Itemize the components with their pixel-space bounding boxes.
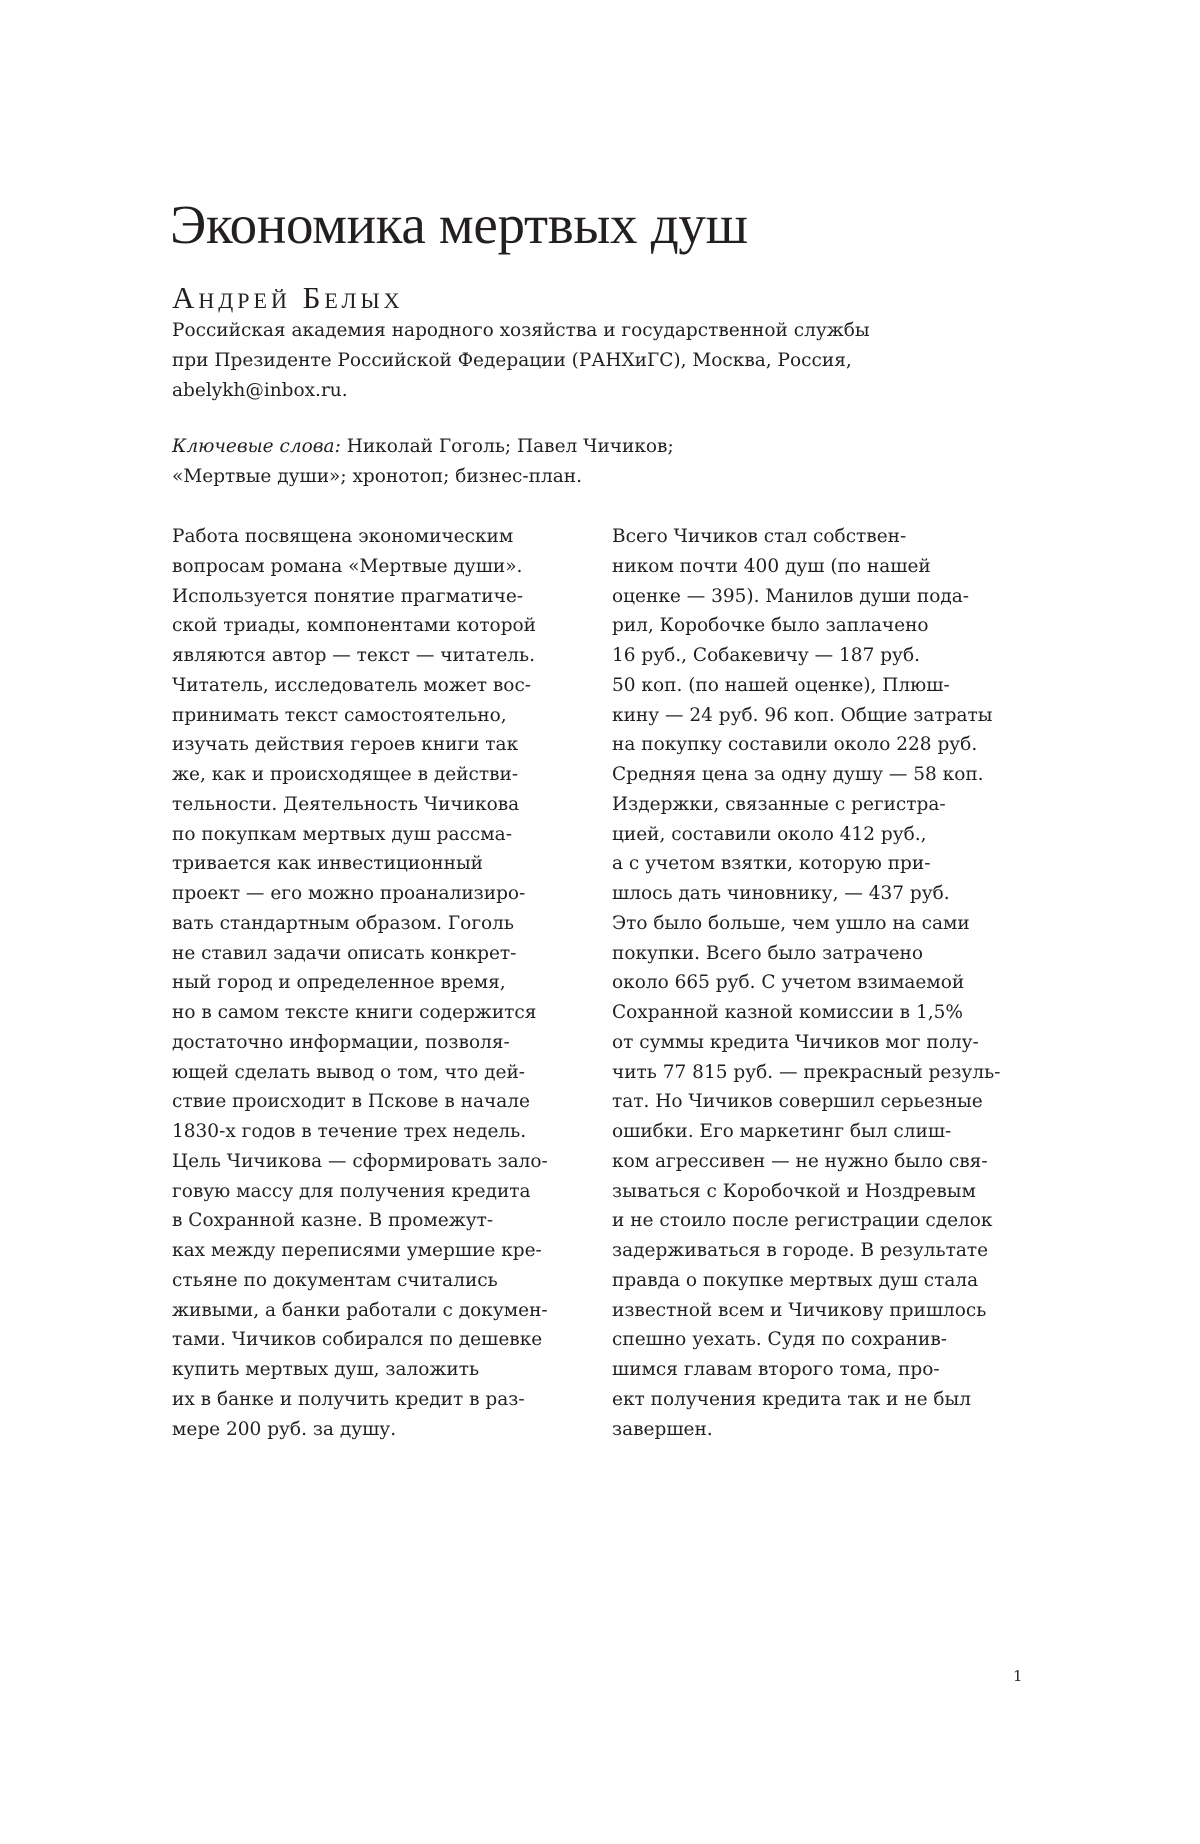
author-email: abelykh@inbox.ru.	[172, 380, 348, 401]
abstract-line: говую массу для получения кредита	[172, 1180, 531, 1202]
abstract-line: ошибки. Его маркетинг был слиш-	[612, 1121, 952, 1142]
abstract-line: зываться с Коробочкой и Ноздревым	[612, 1180, 976, 1202]
abstract-line: Это было больше, чем ушло на сами	[612, 912, 970, 934]
abstract-line: цией, составили около 412 руб.,	[612, 823, 927, 845]
abstract-line: ный город и определенное время,	[172, 972, 506, 994]
abstract-line: по покупкам мертвых душ рассма-	[172, 823, 512, 845]
abstract-line: тривается как инвестиционный	[172, 853, 484, 875]
abstract-line: же, как и происходящее в действи-	[172, 764, 519, 785]
abstract-line: в Сохранной казне. В промежут-	[172, 1210, 494, 1232]
abstract-line: 1830-х годов в течение трех недель.	[172, 1121, 527, 1142]
abstract-line: ках между переписями умершие кре-	[172, 1240, 542, 1261]
abstract-line: вопросам романа «Мертвые души».	[172, 555, 523, 577]
affiliation-line: Российская академия народного хозяйства и государственной службы	[172, 320, 870, 341]
abstract-line: шлось дать чиновнику, — 437 руб.	[612, 883, 950, 904]
abstract-line: ком агрессивен — не нужно было свя-	[612, 1150, 988, 1172]
abstract-line: рил, Коробочке было заплачено	[612, 615, 929, 637]
abstract-line: от суммы кредита Чичиков мог полу-	[612, 1031, 979, 1053]
abstract-line: шимся главам второго тома, про-	[612, 1359, 940, 1380]
keywords-label: Ключевые слова:	[172, 436, 341, 457]
abstract-line: и не стоило после регистрации сделок	[612, 1210, 993, 1232]
abstract-line: ствие происходит в Пскове в начале	[172, 1091, 530, 1113]
author-name: Андрей Белых	[172, 280, 404, 315]
abstract-line: тат. Но Чичиков совершил серьезные	[612, 1091, 983, 1113]
keywords-line: «Мертвые души»; хронотоп; бизнес-план.	[172, 466, 582, 487]
abstract-line: Цель Чичикова — сформировать зало-	[172, 1150, 548, 1172]
abstract-line: спешно уехать. Судя по сохранив-	[612, 1329, 948, 1351]
abstract-line: правда о покупке мертвых душ стала	[612, 1269, 979, 1291]
abstract-line: не ставил задачи описать конкрет-	[172, 942, 517, 964]
abstract-line: ской триады, компонентами которой	[172, 615, 537, 637]
abstract-line: Используется понятие прагматиче-	[172, 585, 524, 607]
abstract-left-column	[172, 522, 572, 1444]
abstract-line: ект получения кредита так и не был	[612, 1388, 972, 1410]
abstract-line: около 665 руб. С учетом взимаемой	[612, 972, 965, 994]
abstract-line: Издержки, связанные с регистра-	[612, 793, 946, 815]
abstract-line: кину — 24 руб. 96 коп. Общие затраты	[612, 704, 993, 726]
abstract-line: оценке — 395). Манилов души пода-	[612, 585, 970, 607]
keywords	[172, 432, 952, 492]
abstract-line: задерживаться в городе. В результате	[612, 1240, 989, 1261]
abstract-line: но в самом тексте книги содержится	[172, 1002, 537, 1023]
abstract-line: 50 коп. (по нашей оценке), Плюш-	[612, 674, 950, 696]
abstract-line: живыми, а банки работали с докумен-	[172, 1299, 548, 1321]
abstract-line: достаточно информации, позволя-	[172, 1031, 510, 1053]
abstract-line: 16 руб., Собакевичу — 187 руб.	[612, 645, 920, 666]
abstract-line: покупки. Всего было затрачено	[612, 942, 924, 964]
abstract-right-column	[612, 522, 1032, 1444]
abstract-line: принимать текст самостоятельно,	[172, 704, 507, 726]
abstract-line: завершен.	[612, 1418, 713, 1440]
abstract-line: купить мертвых душ, заложить	[172, 1359, 480, 1380]
abstract-line: изучать действия героев книги так	[172, 734, 519, 756]
affiliation-line: при Президенте Российской Федерации (РАНХиГС), Москва, Россия,	[172, 350, 852, 371]
author-affiliation	[172, 316, 952, 406]
article-title: Экономика мертвых душ	[170, 194, 748, 255]
abstract-line: являются автор — текст — читатель.	[172, 645, 535, 666]
page-number: 1	[1013, 1667, 1023, 1685]
abstract-line: стьяне по документам считались	[172, 1269, 498, 1291]
keywords-text: Николай Гоголь; Павел Чичиков;	[340, 436, 674, 457]
abstract-line: чить 77 815 руб. — прекрасный резуль-	[612, 1061, 1001, 1083]
abstract-line: мере 200 руб. за душу.	[172, 1418, 397, 1440]
abstract-line: а с учетом взятки, которую при-	[612, 853, 931, 875]
abstract-line: вать стандартным образом. Гоголь	[172, 912, 514, 934]
abstract-line: Работа посвящена экономическим	[172, 526, 514, 547]
abstract-line: тами. Чичиков собирался по дешевке	[172, 1329, 543, 1351]
keywords-line	[172, 432, 952, 462]
abstract-line: ющей сделать вывод о том, что дей-	[172, 1061, 526, 1083]
abstract-line: на покупку составили около 228 руб.	[612, 734, 978, 756]
abstract-line: Всего Чичиков стал собствен-	[612, 526, 907, 547]
abstract-line: Средняя цена за одну душу — 58 коп.	[612, 764, 984, 785]
abstract-line: тельности. Деятельность Чичикова	[172, 793, 520, 815]
abstract-line: их в банке и получить кредит в раз-	[172, 1388, 525, 1410]
abstract-line: ником почти 400 душ (по нашей	[612, 555, 931, 577]
abstract-line: известной всем и Чичикову пришлось	[612, 1299, 987, 1321]
abstract-line: проект — его можно проанализиро-	[172, 883, 526, 904]
abstract-line: Сохранной казной комиссии в 1,5%	[612, 1002, 963, 1023]
abstract-line: Читатель, исследователь может вос-	[172, 674, 532, 696]
